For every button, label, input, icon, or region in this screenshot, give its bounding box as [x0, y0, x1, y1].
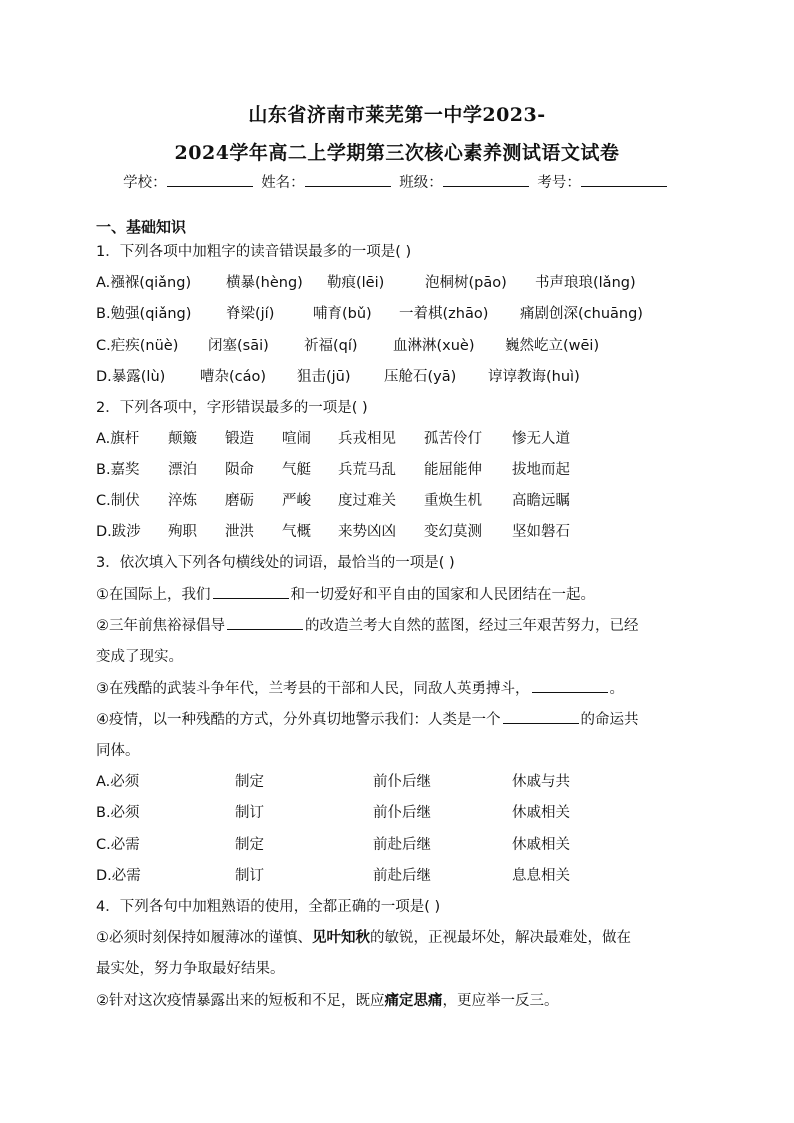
q4-s1-idiom: 见叶知秋 — [312, 930, 370, 946]
school-label: 学校： — [123, 175, 167, 191]
q3-d-4: 息息相关 — [512, 868, 570, 884]
q3-s1-before: ①在国际上，我们 — [96, 587, 211, 603]
q4-s2-before: ②针对这次疫情暴露出来的短板和不足，既应 — [96, 993, 385, 1009]
q3-a-2: 制定 — [235, 774, 264, 790]
q2-c-7: 高瞻远瞩 — [512, 493, 570, 509]
q2-b-3: 陨命 — [225, 462, 254, 478]
question-1-stem: 1．下列各项中加粗字的读音错误最多的一项是( ) — [96, 244, 412, 260]
q3-s3-before: ③在残酷的武装斗争年代，兰考县的干部和人民，同敌人英勇搏斗， — [96, 681, 530, 697]
q2-d-5: 来势凶凶 — [338, 524, 396, 540]
exam-number-blank[interactable] — [581, 172, 667, 187]
q1-c-4: 血淋淋(xuè) — [393, 338, 475, 354]
q4-s1-before: ①必须时刻保持如履薄冰的谨慎、 — [96, 930, 312, 946]
q3-b-2: 制订 — [235, 805, 264, 821]
q3-a-3: 前仆后继 — [373, 774, 431, 790]
q2-a-4: 喧闹 — [282, 431, 311, 447]
q1-d-3: 狙击(jū) — [297, 369, 351, 385]
q2-b-4: 气艇 — [282, 462, 311, 478]
q4-s1-after: 的敏锐，正视最坏处，解决最难处，做在 — [370, 930, 631, 946]
q2-b-1: B.嘉奖 — [96, 462, 140, 478]
q2-b-7: 拔地而起 — [512, 462, 570, 478]
question-4-stem: 4．下列各句中加粗熟语的使用，全都正确的一项是( ) — [96, 899, 441, 915]
exam-title-line-1: 山东省济南市莱芜第一中学2023- — [248, 104, 546, 126]
q3-blank-3[interactable] — [532, 678, 608, 693]
q3-c-2: 制定 — [235, 837, 264, 853]
q3-blank-4[interactable] — [503, 709, 579, 724]
q1-b-2: 脊梁(jí) — [226, 306, 275, 322]
q3-sentence-3 — [96, 677, 694, 698]
q4-sentence-1-cont: 最实处，努力争取最好结果。 — [96, 961, 285, 977]
q1-d-5: 谆谆教诲(huì) — [488, 369, 580, 385]
q2-a-3: 锻造 — [225, 431, 254, 447]
q3-sentence-2 — [96, 614, 694, 635]
name-label: 姓名： — [261, 175, 305, 191]
q2-d-4: 气概 — [282, 524, 311, 540]
q2-b-2: 漂泊 — [168, 462, 197, 478]
exam-title-line-2: 2024学年高二上学期第三次核心素养测试语文试卷 — [174, 142, 620, 164]
q1-a-5: 书声琅琅(lǎng) — [535, 275, 636, 291]
q3-s4-after: 的命运共 — [580, 712, 639, 728]
q1-a-1: A.襁褓(qiǎng) — [96, 275, 192, 291]
q2-b-5: 兵荒马乱 — [338, 462, 396, 478]
q2-a-5: 兵戎相见 — [338, 431, 396, 447]
student-info-line — [0, 171, 794, 192]
q3-sentence-4 — [96, 708, 694, 729]
q3-b-4: 休戚相关 — [512, 805, 570, 821]
q2-a-7: 惨无人道 — [512, 431, 570, 447]
q2-c-3: 磨砺 — [225, 493, 254, 509]
q2-b-6: 能屈能伸 — [424, 462, 482, 478]
name-blank[interactable] — [305, 172, 391, 187]
question-2-stem: 2．下列各项中，字形错误最多的一项是( ) — [96, 400, 368, 416]
question-3-stem: 3．依次填入下列各句横线处的词语，最恰当的一项是( ) — [96, 555, 455, 571]
q2-c-5: 度过难关 — [338, 493, 396, 509]
q1-c-1: C.疟疾(nüè) — [96, 338, 179, 354]
q1-d-4: 压舱石(yā) — [384, 369, 457, 385]
q1-c-3: 祈福(qí) — [304, 338, 358, 354]
q2-a-1: A.旗杆 — [96, 431, 140, 447]
q2-d-1: D.跋涉 — [96, 524, 141, 540]
q3-sentence-4-cont: 同体。 — [96, 743, 140, 759]
q4-s2-idiom: 痛定思痛 — [384, 993, 443, 1009]
q3-d-2: 制订 — [235, 868, 264, 884]
q3-a-4: 休戚与共 — [512, 774, 570, 790]
q1-d-1: D.暴露(lù) — [96, 369, 166, 385]
q4-sentence-2 — [96, 989, 694, 1010]
q3-c-4: 休戚相关 — [512, 837, 570, 853]
exam-number-label: 考号： — [537, 175, 581, 191]
q1-c-2: 闭塞(sāi) — [208, 338, 269, 354]
q3-c-3: 前赴后继 — [373, 837, 431, 853]
q1-b-5: 痛剧创深(chuāng) — [520, 306, 643, 322]
q2-d-6: 变幻莫测 — [424, 524, 482, 540]
q3-b-1: B.必须 — [96, 805, 140, 821]
q3-d-1: D.必需 — [96, 868, 141, 884]
school-blank[interactable] — [167, 172, 253, 187]
q1-c-5: 巍然屹立(wēi) — [505, 338, 600, 354]
q3-a-1: A.必须 — [96, 774, 140, 790]
q2-d-3: 泄洪 — [225, 524, 254, 540]
q2-a-2: 颠簸 — [168, 431, 197, 447]
q3-b-3: 前仆后继 — [373, 805, 431, 821]
q3-s2-before: ②三年前焦裕禄倡导 — [96, 618, 225, 634]
q2-d-2: 殉职 — [168, 524, 197, 540]
q1-d-2: 嘈杂(cáo) — [200, 369, 267, 385]
q3-c-1: C.必需 — [96, 837, 140, 853]
q2-c-2: 淬炼 — [168, 493, 197, 509]
q4-s2-after: ，更应举一反三。 — [442, 993, 559, 1009]
q2-d-7: 坚如磐石 — [512, 524, 570, 540]
q3-s2-after: 的改造兰考大自然的蓝图，经过三年艰苦努力，已经 — [305, 618, 639, 634]
q1-b-3: 哺育(bǔ) — [313, 306, 372, 322]
q3-s1-after: 和一切爱好和平自由的国家和人民团结在一起。 — [290, 587, 595, 603]
class-blank[interactable] — [443, 172, 529, 187]
q1-a-3: 勒痕(lēi) — [327, 275, 385, 291]
q3-blank-2[interactable] — [227, 615, 303, 630]
class-label: 班级： — [399, 175, 443, 191]
q3-s3-after: 。 — [609, 681, 624, 697]
q1-b-1: B.勉强(qiǎng) — [96, 306, 192, 322]
q3-sentence-2-cont: 变成了现实。 — [96, 649, 183, 665]
q2-c-1: C.制伏 — [96, 493, 140, 509]
q2-c-6: 重焕生机 — [424, 493, 482, 509]
q3-s4-before: ④疫情，以一种残酷的方式，分外真切地警示我们：人类是一个 — [96, 712, 501, 728]
q3-d-3: 前赴后继 — [373, 868, 431, 884]
q3-blank-1[interactable] — [213, 584, 289, 599]
q2-a-6: 孤苦伶仃 — [424, 431, 482, 447]
q4-sentence-1 — [96, 926, 694, 947]
q3-sentence-1 — [96, 583, 694, 604]
q1-a-2: 横暴(hèng) — [226, 275, 303, 291]
q2-c-4: 严峻 — [282, 493, 311, 509]
q1-b-4: 一着棋(zhāo) — [399, 306, 489, 322]
q1-a-4: 泡桐树(pāo) — [425, 275, 507, 291]
section-heading: 一、基础知识 — [96, 218, 187, 236]
